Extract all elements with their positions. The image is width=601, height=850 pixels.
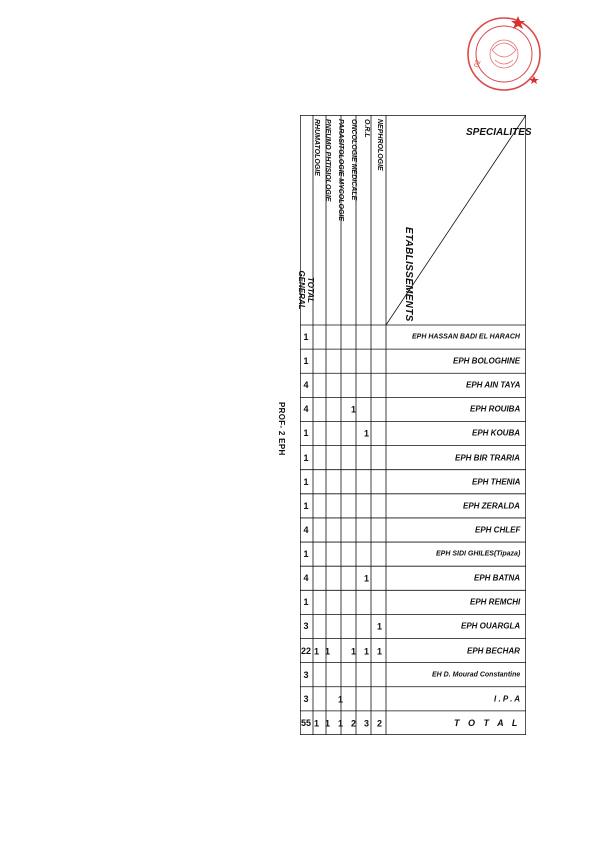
establishment-name: EH D. Mourad Constantine: [431, 671, 520, 679]
specialty-label: TOTAL GENERAL: [297, 270, 315, 310]
value-cell: 1: [313, 645, 320, 656]
value-cell: 1: [376, 621, 383, 632]
establishment-name: EPH CHLEF: [474, 525, 520, 535]
value-cell: 3: [303, 693, 309, 704]
value-cell: 4: [303, 404, 309, 415]
specialties-header-wrap: [466, 127, 532, 138]
value-cell: 1: [303, 597, 309, 608]
specialty-label: RHUMATOLOGIE: [313, 119, 320, 176]
rotated-table-container: [297, 115, 532, 735]
value-cell: 1: [303, 332, 309, 343]
establishment-name: EPH BIR TRARIA: [455, 453, 520, 463]
value-cell: 1: [337, 693, 344, 704]
establishment-name: EPH BATNA: [473, 573, 520, 583]
value-cell: 4: [303, 524, 309, 535]
establishment-name: EPH BECHAR: [467, 646, 520, 656]
value-cell: 1: [303, 500, 309, 511]
value-cell: 1: [363, 573, 370, 584]
establishment-name: EPH THENIA: [471, 477, 520, 487]
value-cell: 2: [350, 717, 357, 728]
value-cell: 1: [303, 476, 309, 487]
establishment-name: EPH REMCHI: [469, 597, 520, 607]
value-cell: 1: [376, 645, 383, 656]
establishment-name: EPH KOUBA: [471, 429, 520, 439]
value-cell: 1: [303, 452, 309, 463]
value-cell: 1: [350, 645, 357, 656]
side-label: PROF- 2 EPH: [277, 402, 286, 456]
value-cell: 1: [350, 404, 357, 415]
value-cell: 1: [337, 717, 344, 728]
value-cell: 1: [363, 428, 370, 439]
establishment-name: T O T A L: [453, 717, 520, 728]
value-cell: 1: [303, 356, 309, 367]
establishment-name: EPH SIDI GHILES(Tipaza): [435, 550, 520, 558]
establishment-name: EPH HASSAN BADI EL HARACH: [412, 333, 520, 341]
establishment-name: EPH ZERALDA: [463, 501, 520, 511]
value-cell: 1: [303, 549, 309, 560]
establishment-name: EPH OUARGLA: [460, 621, 520, 631]
value-cell: 4: [303, 573, 309, 584]
value-cell: 1: [324, 717, 331, 728]
value-cell: 3: [303, 621, 309, 632]
value-cell: 4: [303, 380, 309, 391]
value-cell: 22: [300, 645, 312, 656]
value-cell: 1: [324, 645, 331, 656]
value-cell: 1: [313, 717, 320, 728]
value-cell: 3: [303, 669, 309, 680]
establishment-name: EPH BOLOGHINE: [452, 356, 520, 366]
establishment-name: EPH ROUIBA: [469, 404, 520, 414]
value-cell: 1: [303, 428, 309, 439]
specialty-label: ONCOLOGIE MEDICALE: [350, 119, 357, 201]
establishment-name: I . P . A: [493, 694, 520, 704]
specialty-label: PNEUMO PHTISIOLOGIE: [324, 119, 331, 202]
specialty-label: O.R.L: [363, 119, 370, 138]
value-cell: 3: [363, 717, 370, 728]
official-stamp-seal: [462, 10, 546, 94]
value-cell: 1: [363, 645, 370, 656]
stamp-number: 02: [473, 58, 483, 69]
value-cell: 55: [300, 717, 312, 728]
establishments-header: ETABLISSEMENTS: [403, 227, 414, 322]
value-cell: 2: [376, 717, 383, 728]
specialty-label: NEPHROLOGIE: [376, 119, 383, 171]
establishment-name: EPH AIN TAYA: [465, 380, 520, 390]
specialty-label: PARASITOLOGIE MYCOLOGIE: [337, 119, 344, 222]
specialties-header: SPECIALITES: [466, 127, 532, 138]
